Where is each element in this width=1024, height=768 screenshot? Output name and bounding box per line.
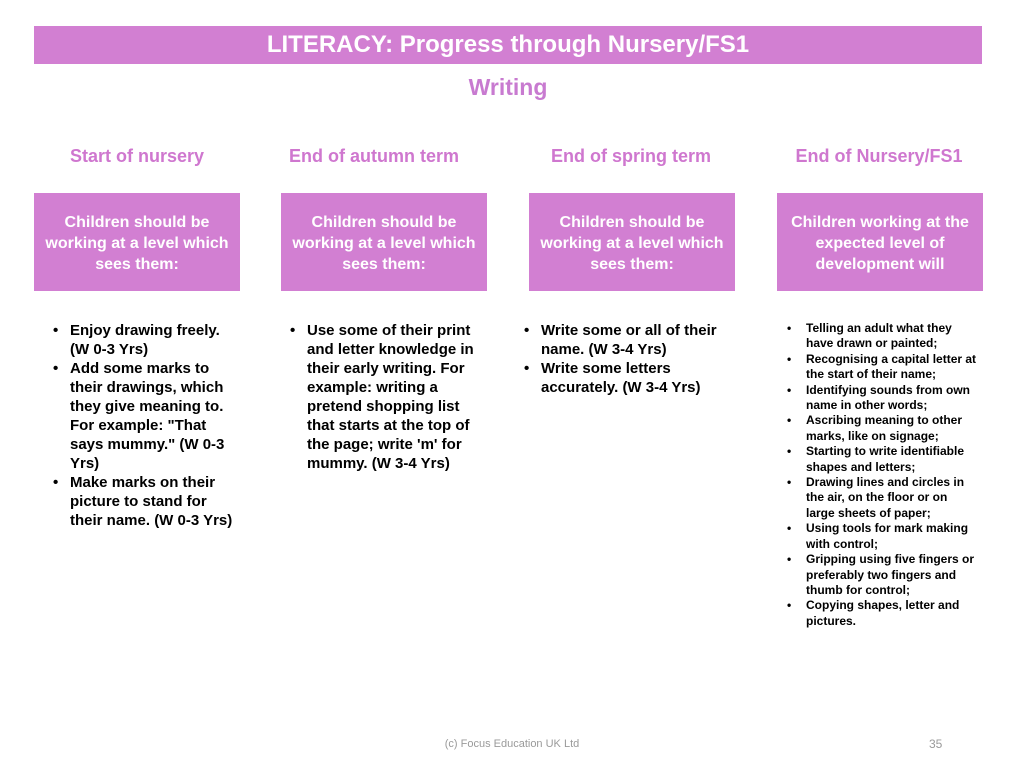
page-title: LITERACY: Progress through Nursery/FS1 [266, 31, 750, 58]
list-item: • Use some of their print and letter knowledge in their early writing. For example: writing a pretend shopping list that starts at the top of the page; write 'm' for mummy. (W 3-4 Yrs) [290, 321, 490, 473]
intro-box-end-of-nursery: Children working at the expected level of development will [777, 193, 983, 291]
list-item: • Ascribing meaning to other marks, like on signage; [787, 413, 977, 444]
list-item: • Copying shapes, letter and pictures. [787, 598, 977, 629]
list-item: • Starting to write identifiable shapes and letters; [787, 444, 977, 475]
list-item: • Add some marks to their drawings, which they give meaning to. For example: "That says mummy." (W 0-3 Yrs) [53, 359, 238, 473]
bullet-list-end-of-spring-term [524, 321, 729, 397]
page-number: 35 [929, 737, 943, 751]
list-item: • Enjoy drawing freely. (W 0-3 Yrs) [53, 321, 238, 359]
list-item: • Using tools for mark making with control; [787, 521, 977, 552]
column-heading-start-of-nursery: Start of nursery [69, 146, 205, 166]
list-item: • Drawing lines and circles in the air, on the floor or on large sheets of paper; [787, 475, 977, 521]
list-item: • Recognising a capital letter at the start of their name; [787, 352, 977, 383]
page-subtitle: Writing [468, 74, 548, 100]
list-item: • Gripping using five fingers or preferably two fingers and thumb for control; [787, 552, 977, 598]
intro-box-start-of-nursery: Children should be working at a level which sees them: [34, 193, 240, 291]
intro-box-end-of-spring-term: Children should be working at a level which sees them: [529, 193, 735, 291]
bullet-list-start-of-nursery [53, 321, 238, 530]
bullet-list-end-of-nursery [787, 321, 977, 629]
footer-copyright: (c) Focus Education UK Ltd [444, 738, 580, 750]
list-item: • Write some letters accurately. (W 3-4 Yrs) [524, 359, 729, 397]
column-heading-end-of-spring-term: End of spring term [550, 146, 711, 166]
bullet-list-end-of-autumn-term [290, 321, 490, 473]
list-item: • Make marks on their picture to stand for their name. (W 0-3 Yrs) [53, 473, 238, 530]
title-bar [34, 26, 982, 64]
list-item: • Identifying sounds from own name in other words; [787, 383, 977, 414]
list-item: • Write some or all of their name. (W 3-4 Yrs) [524, 321, 729, 359]
intro-box-end-of-autumn-term: Children should be working at a level which sees them: [281, 193, 487, 291]
list-item: • Telling an adult what they have drawn or painted; [787, 321, 977, 352]
column-heading-end-of-autumn-term: End of autumn term [289, 146, 459, 166]
column-heading-end-of-nursery: End of Nursery/FS1 [795, 146, 963, 166]
